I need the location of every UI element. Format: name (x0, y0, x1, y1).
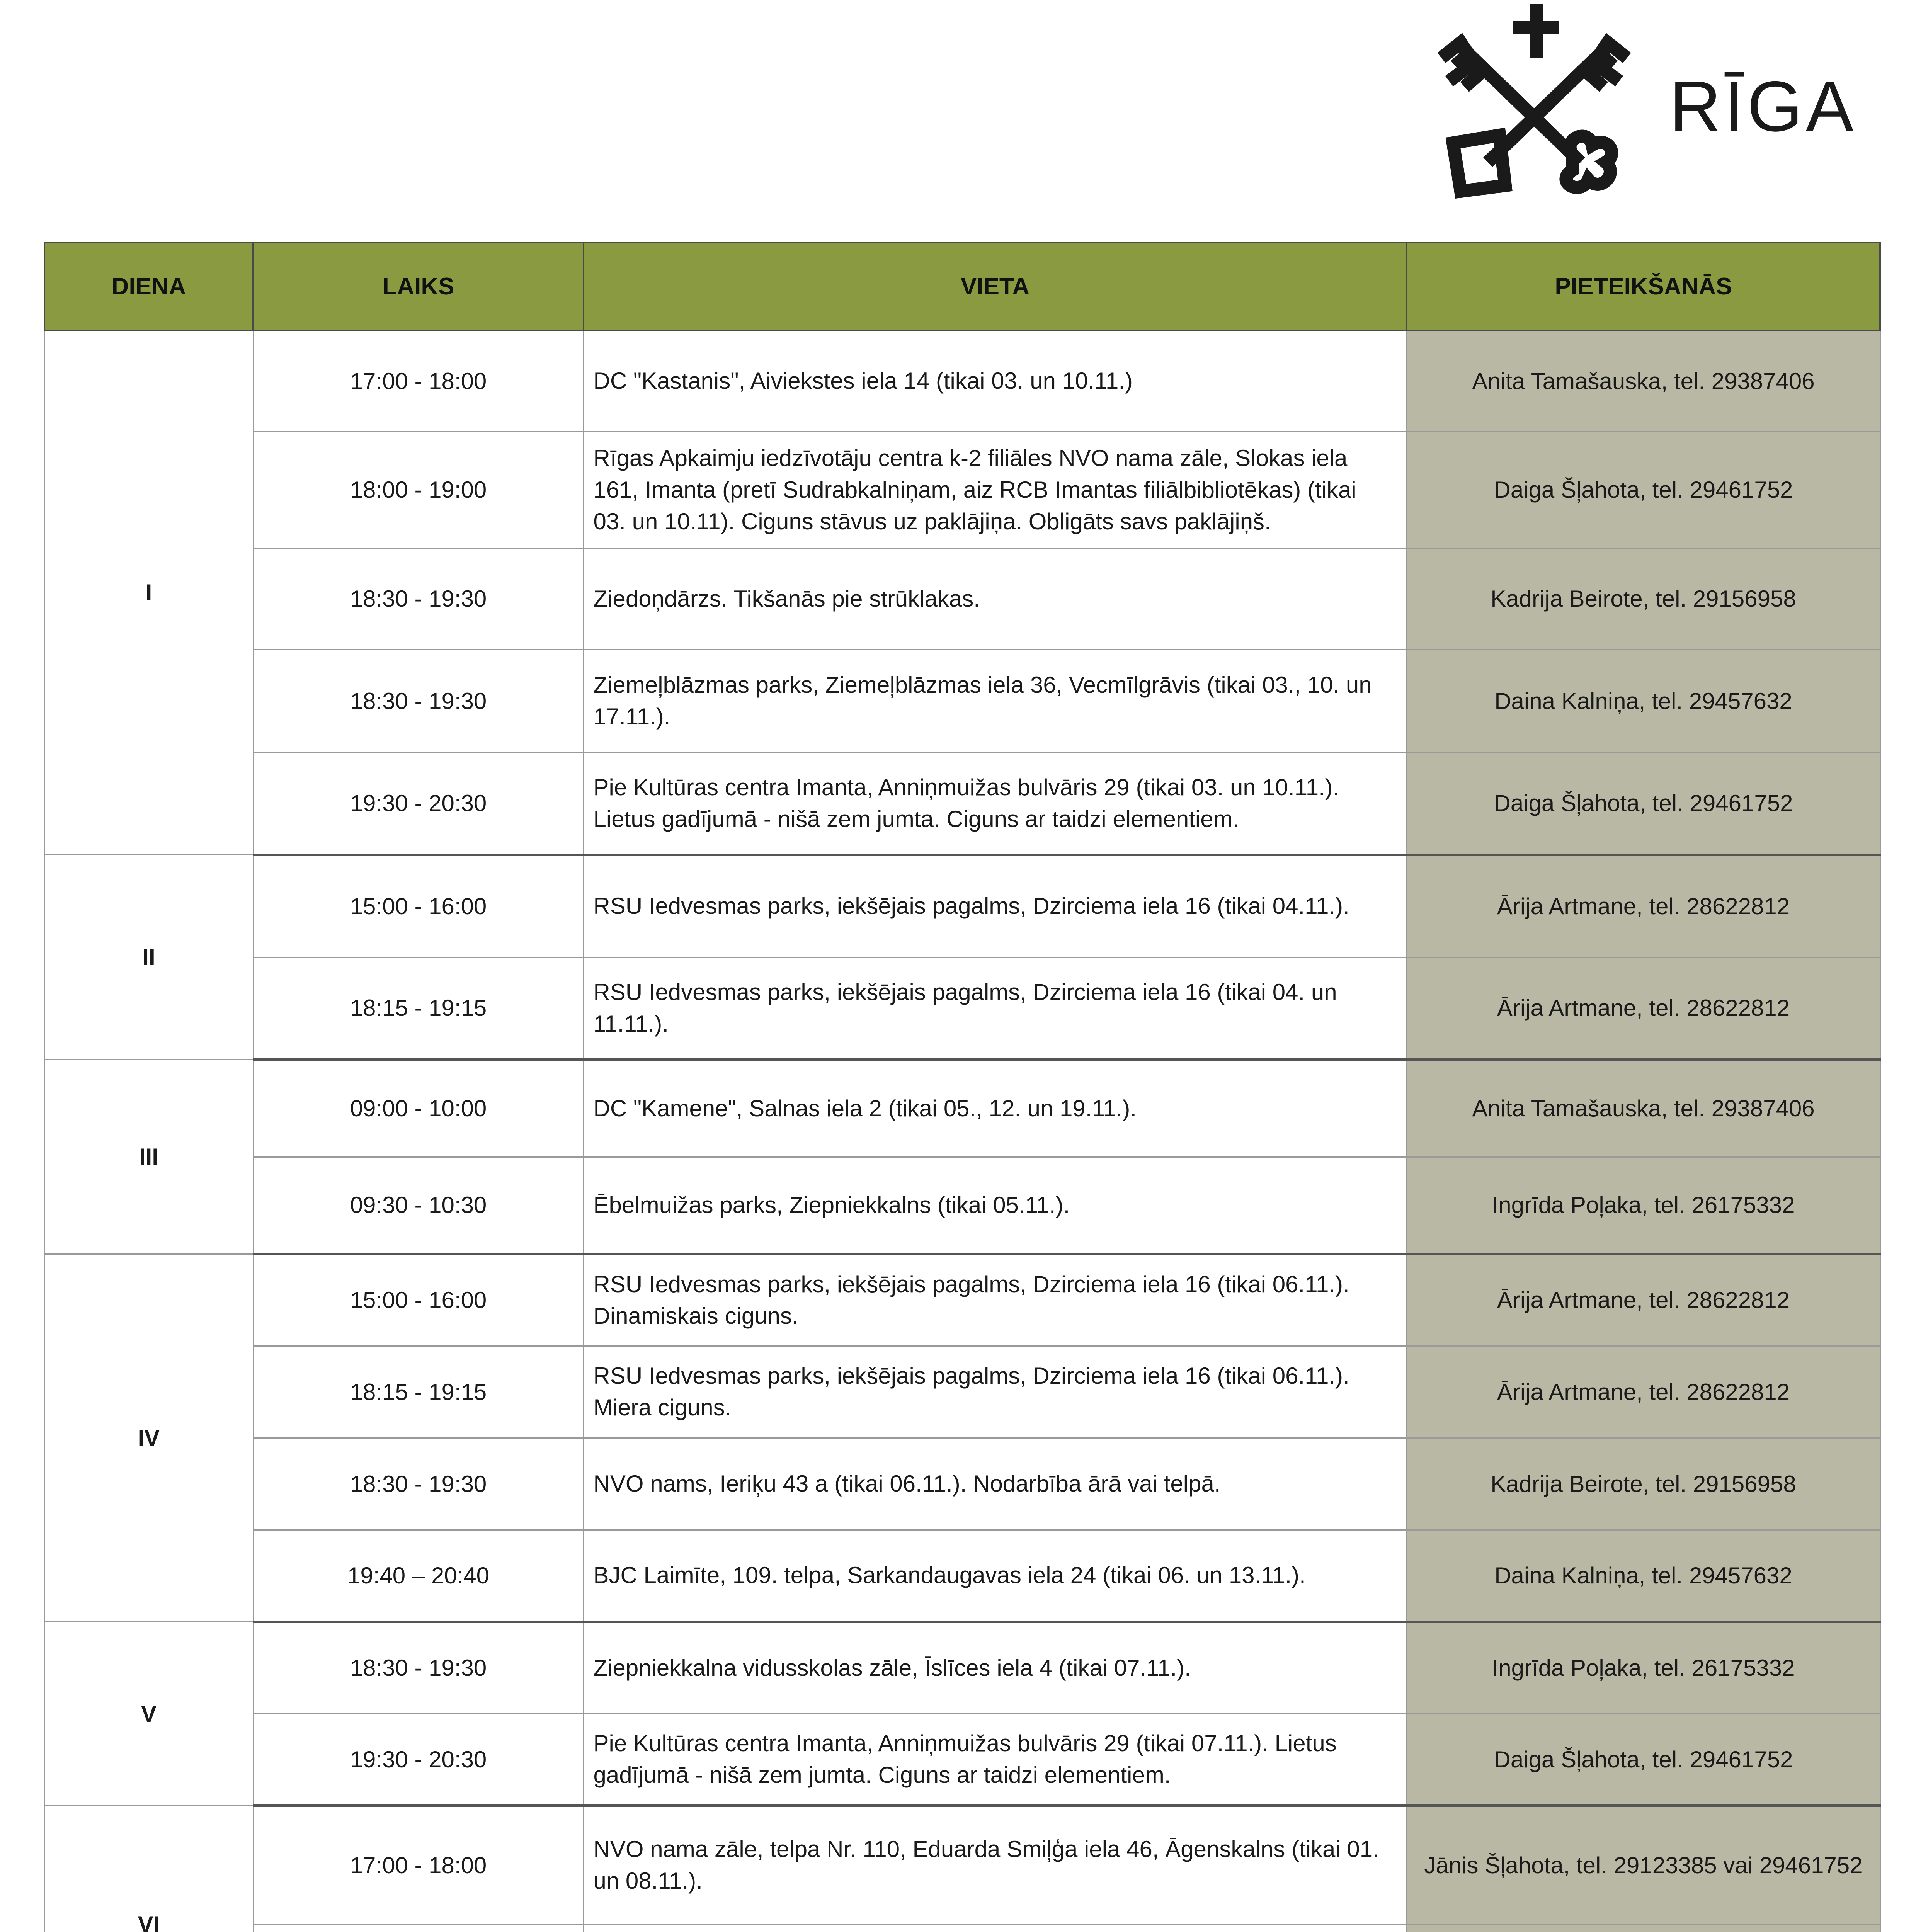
contact-cell: Jānis Šļahota, tel. 29123385 vai 29461752 (1407, 1806, 1880, 1924)
contact-cell: Daina Kalniņa, tel. 29457632 (1407, 1530, 1880, 1622)
table-row (44, 1157, 1880, 1254)
riga-logo (1426, 0, 1870, 209)
riga-logo-text: RĪGA (1669, 67, 1857, 146)
header-day: DIENA (44, 242, 253, 330)
contact-cell: Ingrīda Poļaka, tel. 26175332 (1407, 1157, 1880, 1254)
place-cell: Ziepniekkalna vidusskolas zāle, Īslīces iela 4 (tikai 07.11.). (584, 1622, 1407, 1714)
place-cell: Pie Kultūras centra Imanta, Anniņmuižas bulvāris 29 (tikai 07.11.). Lietus gadījumā - nišā zem jumta. Ciguns ar taidzi elementiem. (584, 1714, 1407, 1806)
table-row (44, 1806, 1880, 1924)
time-cell: 18:30 - 19:30 (253, 1438, 584, 1530)
day-cell: III (44, 1060, 253, 1254)
table-row (44, 1622, 1880, 1714)
contact-cell: Daiga Šļahota, tel. 29461752 (1407, 1714, 1880, 1806)
contact-cell: Daiga Šļahota, tel. 29461752 (1407, 752, 1880, 855)
time-cell: 19:40 – 20:40 (253, 1530, 584, 1622)
contact-cell: Kadrija Beirote, tel. 29156958 (1407, 548, 1880, 650)
time-cell: 09:30 - 10:30 (253, 1157, 584, 1254)
header-place: VIETA (584, 242, 1407, 330)
time-cell: 15:00 - 16:00 (253, 1254, 584, 1346)
contact-cell: Anita Tamašauska, tel. 29387406 (1407, 1060, 1880, 1157)
header-contact: PIETEIKŠANĀS (1407, 242, 1880, 330)
day-cell: VI (44, 1806, 253, 1932)
contact-cell: Ārija Artmane, tel. 28622812 (1407, 1346, 1880, 1438)
place-cell: Ziemeļblāzmas parks, Ziemeļblāzmas iela 36, Vecmīlgrāvis (tikai 03., 10. un 17.11.). (584, 650, 1407, 752)
time-cell: 09:00 - 10:00 (253, 1060, 584, 1157)
table-row (44, 432, 1880, 548)
table-row (44, 1924, 1880, 1932)
place-cell: BJC Laimīte, 109. telpa, Sarkandaugavas iela 24 (tikai 06. un 13.11.). (584, 1530, 1407, 1622)
time-cell: 18:00 - 19:00 (253, 432, 584, 548)
place-cell: DC "Kamene", Salnas iela 2 (tikai 05., 12. un 19.11.). (584, 1060, 1407, 1157)
table-row (44, 650, 1880, 752)
day-cell: I (44, 330, 253, 855)
contact-cell: Ārija Artmane, tel. 28622812 (1407, 855, 1880, 957)
table-row (44, 1060, 1880, 1157)
contact-cell: Ārija Artmane, tel. 28622812 (1407, 1254, 1880, 1346)
time-cell (253, 1924, 584, 1932)
contact-cell: Ārija Artmane, tel. 28622812 (1407, 957, 1880, 1060)
time-cell: 18:30 - 19:30 (253, 548, 584, 650)
place-cell: NVO nams, Ieriķu 43 a (tikai 06.11.). Nodarbība ārā vai telpā. (584, 1438, 1407, 1530)
day-cell: II (44, 855, 253, 1060)
table-row (44, 957, 1880, 1060)
time-cell: 15:00 - 16:00 (253, 855, 584, 957)
place-cell: Ziedoņdārzs. Tikšanās pie strūklakas. (584, 548, 1407, 650)
header-time: LAIKS (253, 242, 584, 330)
contact-cell: Daiga Šļahota, tel. 29461752 (1407, 432, 1880, 548)
table-row (44, 1530, 1880, 1622)
contact-cell: Kadrija Beirote, tel. 29156958 (1407, 1438, 1880, 1530)
place-cell: NVO nama zāle, telpa Nr. 110, Eduarda Smiļģa iela 46, Āgenskalns (tikai 01. un 08.11.). (584, 1806, 1407, 1924)
time-cell: 19:30 - 20:30 (253, 1714, 584, 1806)
table-header-row (44, 242, 1880, 330)
place-cell: Ēbelmuižas parks, Ziepniekkalns (tikai 05.11.). (584, 1157, 1407, 1254)
time-cell: 17:00 - 18:00 (253, 330, 584, 432)
place-cell (584, 1924, 1407, 1932)
schedule-table (44, 242, 1881, 1932)
contact-cell: Anita Tamašauska, tel. 29387406 (1407, 330, 1880, 432)
place-cell: DC "Kastanis", Aiviekstes iela 14 (tikai 03. un 10.11.) (584, 330, 1407, 432)
place-cell: RSU Iedvesmas parks, iekšējais pagalms, Dzirciema iela 16 (tikai 06.11.). Dinamiskais ciguns. (584, 1254, 1407, 1346)
table-row (44, 1346, 1880, 1438)
place-cell: Rīgas Apkaimju iedzīvotāju centra k-2 filiāles NVO nama zāle, Slokas iela 161, Imanta (pretī Sudrabkalniņam, aiz RCB Imantas filiālbibliotēkas) (tikai 03. un 10.11). Ciguns stāvus uz paklājiņa. Obligāts savs paklājiņš. (584, 432, 1407, 548)
place-cell: RSU Iedvesmas parks, iekšējais pagalms, Dzirciema iela 16 (tikai 04. un 11.11.). (584, 957, 1407, 1060)
time-cell: 18:15 - 19:15 (253, 957, 584, 1060)
riga-crossed-keys-cross-icon (1426, 0, 1642, 209)
place-cell: Pie Kultūras centra Imanta, Anniņmuižas bulvāris 29 (tikai 03. un 10.11.). Lietus gadījumā - nišā zem jumta. Ciguns ar taidzi elementiem. (584, 752, 1407, 855)
day-cell: IV (44, 1254, 253, 1622)
time-cell: 18:30 - 19:30 (253, 1622, 584, 1714)
contact-cell (1407, 1924, 1880, 1932)
time-cell: 17:00 - 18:00 (253, 1806, 584, 1924)
table-row (44, 330, 1880, 432)
place-cell: RSU Iedvesmas parks, iekšējais pagalms, Dzirciema iela 16 (tikai 06.11.). Miera ciguns. (584, 1346, 1407, 1438)
table-row (44, 1714, 1880, 1806)
table-row (44, 752, 1880, 855)
contact-cell: Daina Kalniņa, tel. 29457632 (1407, 650, 1880, 752)
time-cell: 18:30 - 19:30 (253, 650, 584, 752)
table-row (44, 1254, 1880, 1346)
time-cell: 19:30 - 20:30 (253, 752, 584, 855)
table-row (44, 1438, 1880, 1530)
contact-cell: Ingrīda Poļaka, tel. 26175332 (1407, 1622, 1880, 1714)
day-cell: V (44, 1622, 253, 1806)
time-cell: 18:15 - 19:15 (253, 1346, 584, 1438)
place-cell: RSU Iedvesmas parks, iekšējais pagalms, Dzirciema iela 16 (tikai 04.11.). (584, 855, 1407, 957)
table-row (44, 548, 1880, 650)
table-row (44, 855, 1880, 957)
